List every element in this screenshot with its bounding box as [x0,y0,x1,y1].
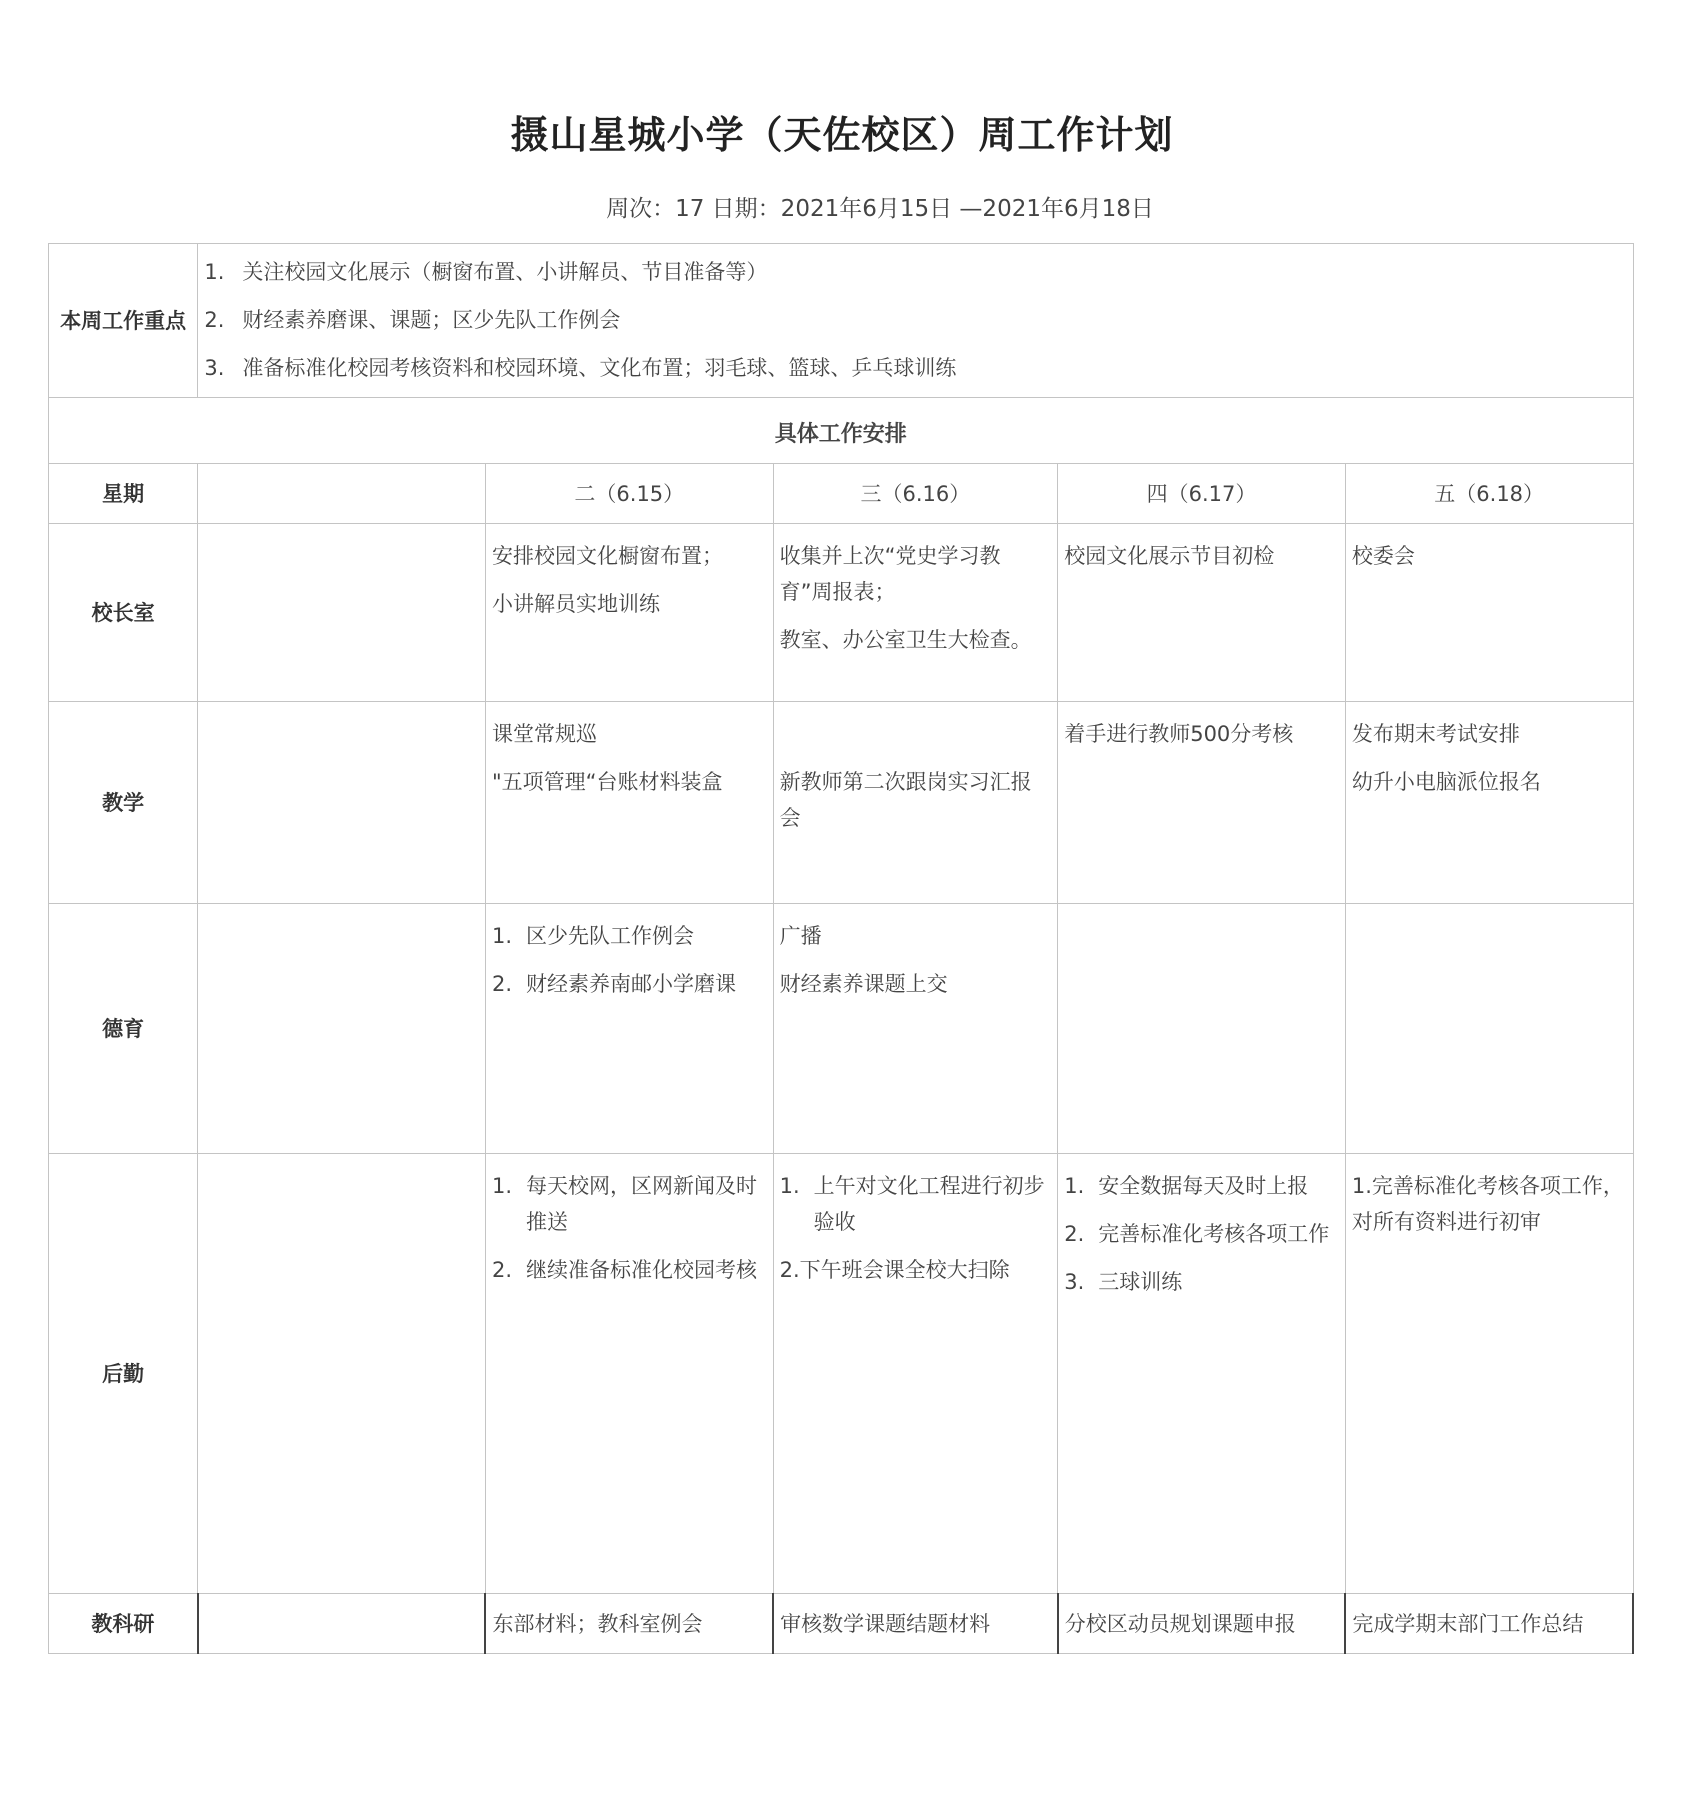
list-item: 1. 每天校网，区网新闻及时推送 [491,1174,757,1234]
cell-research-tue: 东部材料；教科室例会 [485,1594,773,1654]
cell-teaching-fri: 发布期末考试安排 幼升小电脑派位报名 [1345,702,1633,904]
cell-principal-tue: 安排校园文化橱窗布置； 小讲解员实地训练 [485,524,773,702]
row-label-principal: 校长室 [49,524,198,702]
cell-logistics-wed [773,1154,1058,1594]
row-label-research: 教科研 [49,1594,198,1654]
section-header-row [49,398,1634,464]
row-label-teaching: 教学 [49,702,198,904]
weekly-plan-table [48,243,1634,1654]
cell-moral-thu [1058,904,1346,1154]
day-header-tue: 二（6.15） [485,464,773,524]
page-title: 摄山星城小学（天佐校区）周工作计划 [510,113,1174,157]
row-label-logistics: 后勤 [49,1154,198,1594]
cell-teaching-wed: 新教师第二次跟岗实习汇报会 [773,702,1058,904]
row-moral [49,904,1634,1154]
list-item: 2.下午班会课全校大扫除 [779,1258,1010,1282]
cell-blank [198,1594,486,1654]
cell-principal-thu: 校园文化展示节目初检 [1058,524,1346,702]
cell-logistics-tue [485,1154,773,1594]
cell-principal-wed: 收集并上次“党史学习教育”周报表； 教室、办公室卫生大检查。 [773,524,1058,702]
list-item: 2. 完善标准化考核各项工作 [1064,1222,1330,1246]
weekday-label: 星期 [49,464,198,524]
focus-item: 1. 关注校园文化展示（橱窗布置、小讲解员、节目准备等） [204,260,768,284]
list-item: 1. 上午对文化工程进行初步验收 [779,1174,1045,1234]
cell-blank [198,702,486,904]
cell-teaching-thu: 着手进行教师500分考核 [1058,702,1346,904]
section-title: 具体工作安排 [49,398,1634,464]
cell-moral-fri [1345,904,1633,1154]
day-header-fri: 五（6.18） [1345,464,1633,524]
cell-logistics-fri: 1.完善标准化考核各项工作，对所有资料进行初审 [1345,1154,1633,1594]
row-teaching [49,702,1634,904]
row-label-moral: 德育 [49,904,198,1154]
focus-list [198,244,1633,398]
day-header-wed: 三（6.16） [773,464,1058,524]
cell-research-wed: 审核数学课题结题材料 [773,1594,1058,1654]
day-header-blank [198,464,486,524]
row-logistics [49,1154,1634,1594]
week-date-line: 周次：17 日期：2021年6月15日 —2021年6月18日 [606,196,1154,222]
list-item: 1. 安全数据每天及时上报 [1064,1174,1309,1198]
cell-principal-fri: 校委会 [1345,524,1633,702]
day-header-row [49,464,1634,524]
list-item: 1. 区少先队工作例会 [491,924,694,948]
focus-row [49,244,1634,398]
focus-item: 3. 准备标准化校园考核资料和校园环境、文化布置；羽毛球、篮球、乒乓球训练 [204,356,957,380]
cell-moral-wed: 广播 财经素养课题上交 [773,904,1058,1154]
row-principal [49,524,1634,702]
row-research [49,1594,1634,1654]
cell-blank [198,524,486,702]
focus-label: 本周工作重点 [49,244,198,398]
cell-logistics-thu [1058,1154,1346,1594]
list-item: 3. 三球训练 [1064,1270,1183,1294]
focus-item: 2. 财经素养磨课、课题；区少先队工作例会 [204,308,621,332]
cell-blank [198,904,486,1154]
cell-research-thu: 分校区动员规划课题申报 [1058,1594,1346,1654]
cell-blank [198,1154,486,1594]
list-item: 2. 继续准备标准化校园考核 [491,1258,757,1282]
cell-moral-tue [485,904,773,1154]
cell-research-fri: 完成学期末部门工作总结 [1345,1594,1633,1654]
day-header-thu: 四（6.17） [1058,464,1346,524]
cell-teaching-tue: 课堂常规巡 "五项管理“台账材料装盒 [485,702,773,904]
list-item: 2. 财经素养南邮小学磨课 [491,972,736,996]
